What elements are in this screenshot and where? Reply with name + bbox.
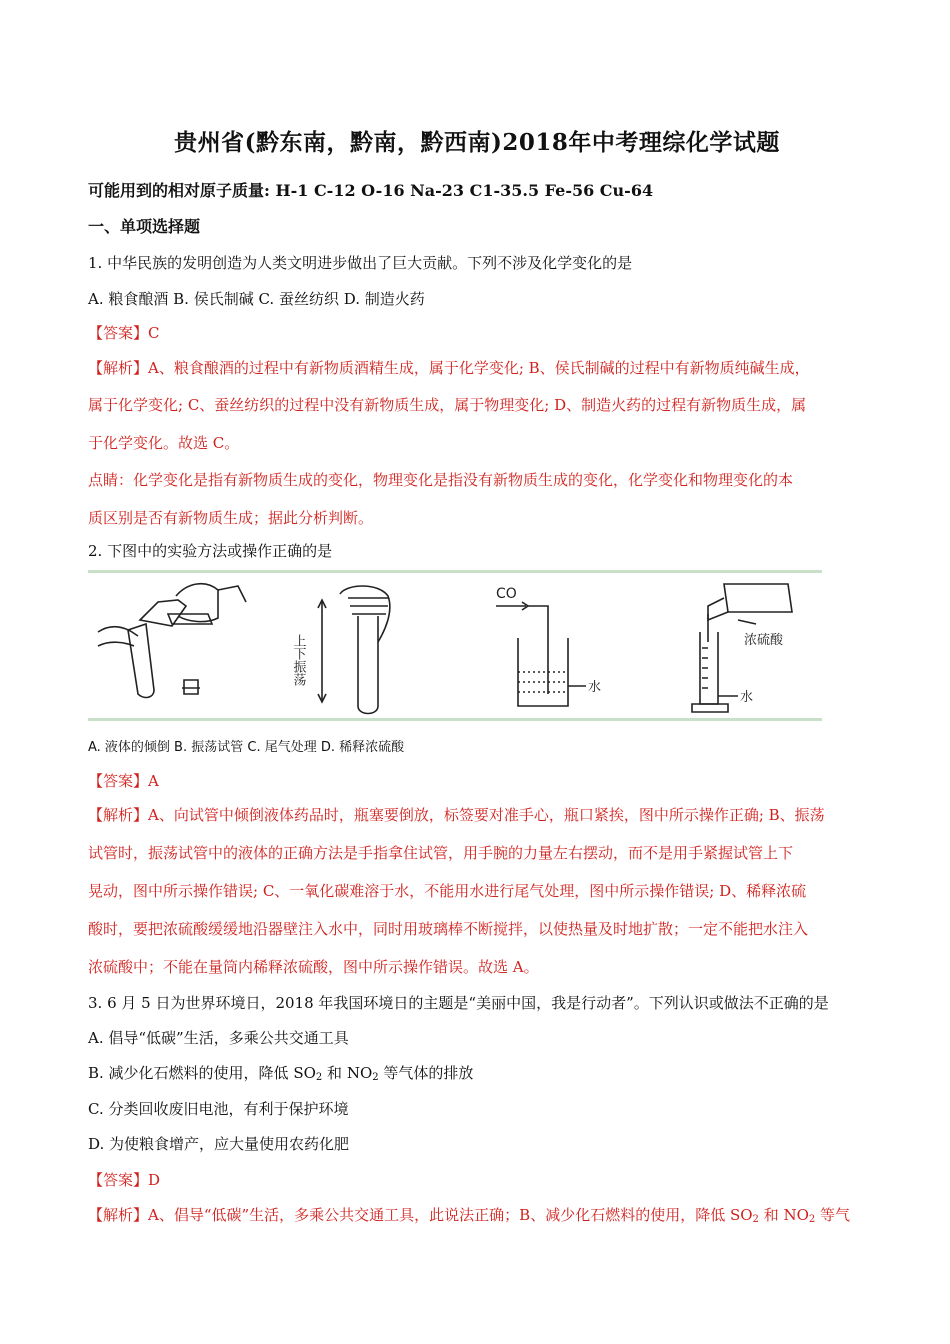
figure-c-water-label: 水 bbox=[588, 680, 602, 695]
q2-answer: 【答案】A bbox=[88, 772, 159, 790]
q1-answer: 【答案】C bbox=[88, 324, 160, 342]
q2-analysis-line-5: 浓硫酸中；不能在量筒内稀释浓硫酸，图中所示操作错误。故选 A。 bbox=[88, 958, 539, 976]
figure-b-shaking-tube bbox=[318, 586, 390, 714]
figure-d-water-label: 水 bbox=[740, 690, 754, 705]
subscript-2: 2 bbox=[808, 1214, 816, 1225]
subscript-2: 2 bbox=[372, 1072, 379, 1083]
q3-option-b-text-2: 和 NO bbox=[322, 1064, 373, 1082]
figure-b-label: 上下振荡 bbox=[290, 634, 306, 686]
atomic-mass-line: 可能用到的相对原子质量: H-1 C-12 O-16 Na-23 C1-35.5 Fe-56 Cu-64 bbox=[88, 181, 654, 200]
q3-analysis-line-1 bbox=[88, 1205, 866, 1230]
q1-options: A. 粮食酿酒 B. 侯氏制碱 C. 蚕丝纺织 D. 制造火药 bbox=[88, 290, 425, 308]
q2-stem: 2. 下图中的实验方法或操作正确的是 bbox=[88, 542, 333, 560]
figure-c-tail-gas bbox=[496, 602, 586, 706]
q3-option-d: D. 为使粮食增产，应大量使用农药化肥 bbox=[88, 1135, 350, 1153]
q1-tip-line-1: 点睛：化学变化是指有新物质生成的变化，物理变化是指没有新物质生成的变化，化学变化和物理变化的本 bbox=[88, 471, 794, 489]
figure-a-liquid-pouring bbox=[98, 584, 246, 698]
q1-tip-line-2: 质区别是否有新物质生成；据此分析判断。 bbox=[88, 509, 374, 527]
page-title: 贵州省(黔东南，黔南，黔西南)2018年中考理综化学试题 bbox=[174, 129, 780, 156]
subscript-2: 2 bbox=[315, 1072, 323, 1083]
q3-answer: 【答案】D bbox=[88, 1171, 161, 1189]
q3-analysis-text-1: 【解析】A、倡导“低碳”生活，多乘公共交通工具，此说法正确；B、减少化石燃料的使用，降低 SO bbox=[88, 1206, 753, 1224]
lab-figures bbox=[88, 572, 822, 720]
figure-c-gas-label: CO bbox=[496, 586, 517, 602]
q3-option-b bbox=[88, 1063, 866, 1088]
q3-analysis-text-2: 和 NO bbox=[758, 1206, 809, 1224]
q3-option-b-text-3: 等气体的排放 bbox=[378, 1064, 474, 1082]
q1-analysis-line-2: 属于化学变化; C、蚕丝纺织的过程中没有新物质生成，属于物理变化; D、制造火药的过程有新物质生成，属 bbox=[88, 396, 807, 414]
subscript-2: 2 bbox=[752, 1214, 759, 1225]
q1-stem: 1. 中华民族的发明创造为人类文明进步做出了巨大贡献。下列不涉及化学变化的是 bbox=[88, 254, 633, 272]
q3-option-a: A. 倡导“低碳”生活，多乘公共交通工具 bbox=[88, 1029, 349, 1047]
q3-option-b-text-1: B. 减少化石燃料的使用，降低 SO bbox=[88, 1064, 316, 1082]
q2-analysis-line-3: 晃动，图中所示操作错误; C、一氧化碳难溶于水，不能用水进行尾气处理，图中所示操作错误; D、稀释浓硫 bbox=[88, 882, 807, 900]
q2-analysis-line-2: 试管时，振荡试管中的液体的正确方法是手指拿住试管，用手腕的力量左右摆动，而不是用手紧握试管上下 bbox=[88, 844, 794, 862]
q2-options: A. 液体的倾倒 B. 振荡试管 C. 尾气处理 D. 稀释浓硫酸 bbox=[88, 740, 405, 755]
q1-analysis-line-1: 【解析】A、粮食酿酒的过程中有新物质酒精生成，属于化学变化; B、侯氏制碱的过程中有新物质纯碱生成， bbox=[88, 359, 810, 377]
q3-stem: 3. 6 月 5 日为世界环境日，2018 年我国环境日的主题是“美丽中国，我是行动者”。下列认识或做法不正确的是 bbox=[88, 994, 829, 1012]
q3-analysis-text-3: 等气 bbox=[815, 1206, 851, 1224]
q1-analysis-line-3: 于化学变化。故选 C。 bbox=[88, 434, 240, 452]
q3-option-c: C. 分类回收废旧电池，有利于保护环境 bbox=[88, 1100, 349, 1118]
figure-d-acid-label: 浓硫酸 bbox=[744, 633, 784, 648]
q2-figure bbox=[88, 570, 822, 722]
q2-analysis-line-4: 酸时，要把浓硫酸缓缓地沿器壁注入水中，同时用玻璃棒不断搅拌，以使热量及时地扩散；一定不能把水注入 bbox=[88, 920, 809, 938]
q2-analysis-line-1: 【解析】A、向试管中倾倒液体药品时，瓶塞要倒放，标签要对准手心，瓶口紧挨，图中所示操作正确; B、振荡 bbox=[88, 806, 825, 824]
section-heading: 一、单项选择题 bbox=[88, 217, 201, 236]
